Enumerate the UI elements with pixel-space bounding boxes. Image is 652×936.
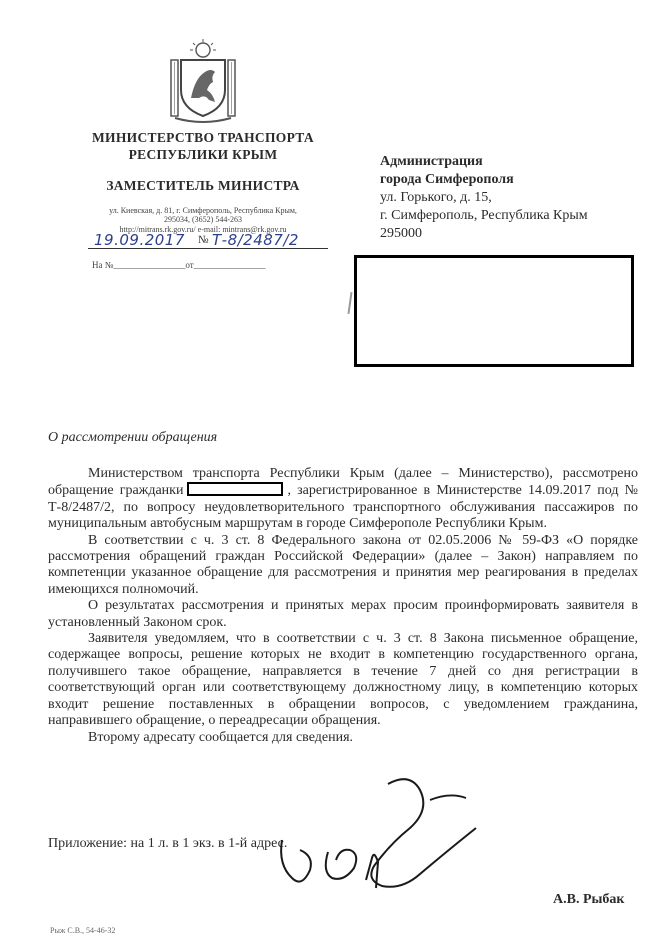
ministry-address-line1: ул. Киевская, д. 81, г. Симферополь, Республика Крым, [109, 206, 297, 215]
ministry-name-line1: МИНИСТЕРСТВО ТРАНСПОРТА [92, 130, 314, 145]
ministry-email: e-mail: mintrans@rk.gov.ru [197, 225, 287, 234]
paragraph-1-end: , зарегистрированное в Министерстве 14.09.2017 под № Т-8/2487/2, по вопросу неудовлетворительного транспортного обслуживания пассажиров по муниципальным автобусным маршрутам в городе Симферополе Республики Крым. [48, 483, 639, 532]
handwritten-signature [270, 770, 520, 900]
executor-footer: Рыж С.В., 54-46-32 [50, 926, 116, 935]
redacted-recipient-block [354, 255, 634, 367]
paragraph-4: Заявителя уведомляем, что в соответствии с ч. 3 ст. 8 Закона письменное обращение, содержащее вопросы, решение которых не входит в компетенцию государственного органа, получившего такое обращение, направляется в течение 7 дней со дня регистрации в соответствующий орган или соответствующему должностному лицу, в компетенцию которых входит решение поставленных в обращении вопросов, с уведомлением гражданина, направившего обращение, о переадресации обращения. [48, 631, 638, 729]
recipient-street: ул. Горького, д. 15, [380, 190, 492, 205]
handwritten-date: 19.09.2017 [94, 231, 185, 249]
reply-reference-line: На №________________от________________ [92, 260, 266, 270]
letter-subject: О рассмотрении обращения [48, 430, 218, 445]
attachment-note: Приложение: на 1 л. в 1 экз. в 1-й адрес. [48, 836, 288, 851]
redacted-citizen-name [187, 482, 283, 496]
recipient-line2: города Симферополя [380, 172, 514, 187]
recipient-line1: Администрация [380, 154, 483, 169]
signatory-name: А.В. Рыбак [553, 892, 625, 907]
ministry-address-line2: 295034, (3652) 544-263 [164, 215, 242, 224]
recipient-postcode: 295000 [380, 226, 422, 241]
paragraph-2: В соответствии с ч. 3 ст. 8 Федерального закона от 02.05.2006 № 59-ФЗ «О порядке рассмотрения обращений граждан Российской Федерации» (далее – Закон) направляем по компетенции указанное обращение для рассмотрения и принятия мер реагирования в пределах имеющихся полномочий. [48, 532, 638, 597]
handwritten-reg-number: Т-8/2487/2 [212, 231, 299, 249]
paragraph-1 [48, 466, 638, 533]
number-sign: № [198, 234, 209, 246]
ministry-website: http://mitrans.rk.gov.ru/ [119, 225, 196, 234]
paragraph-1-start: Министерством транспорта Республики Крым (далее – Министерство), рассмотрено обращение гражданки [48, 466, 638, 499]
stray-pen-mark [347, 292, 352, 314]
paragraph-3: О результатах рассмотрения и принятых мерах просим проинформировать заявителя в установленный Законом срок. [48, 598, 638, 630]
position-title: ЗАМЕСТИТЕЛЬ МИНИСТРА [106, 178, 300, 193]
date-number-line [88, 232, 328, 249]
letter-body [48, 466, 638, 746]
ministry-name-line2: РЕСПУБЛИКИ КРЫМ [128, 147, 278, 162]
paragraph-5: Второму адресату сообщается для сведения. [88, 729, 354, 745]
crimea-coat-of-arms-icon [165, 38, 241, 124]
recipient-city: г. Симферополь, Республика Крым [380, 208, 588, 223]
